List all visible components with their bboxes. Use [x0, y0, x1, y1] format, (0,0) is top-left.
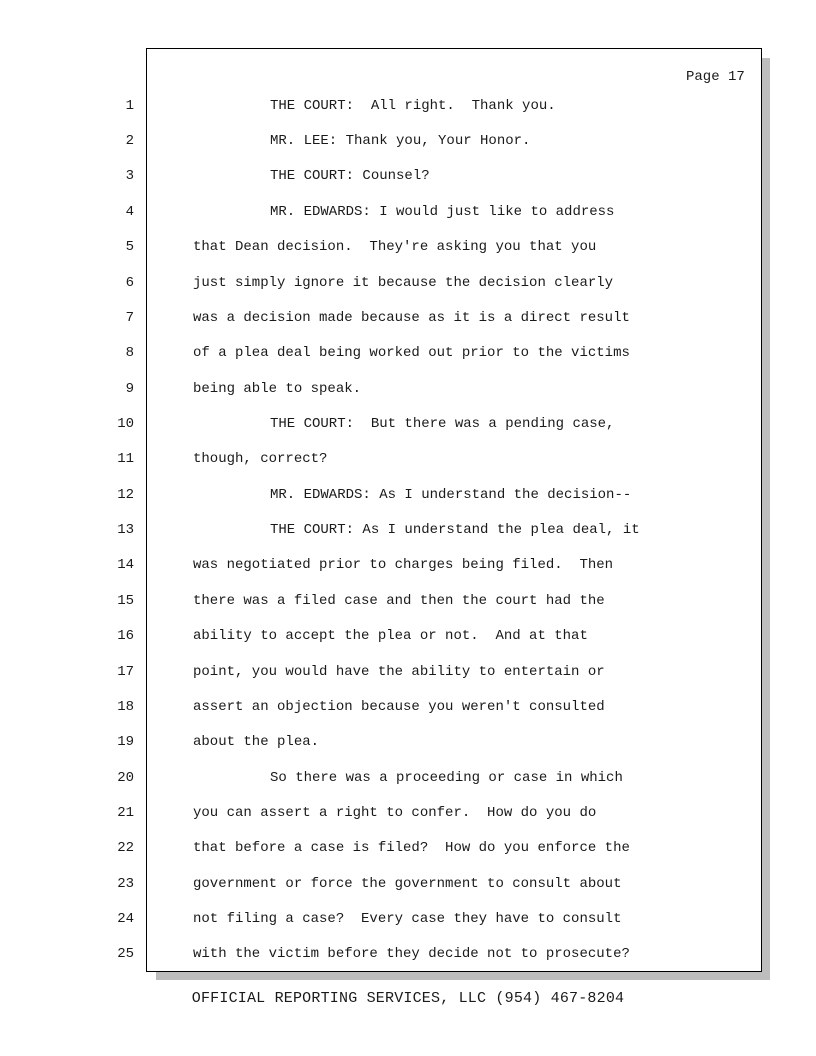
- transcript-line: you can assert a right to confer. How do you do: [193, 805, 597, 821]
- transcript-line: just simply ignore it because the decision clearly: [193, 275, 614, 291]
- transcript-line: was a decision made because as it is a direct result: [193, 310, 630, 326]
- transcript-line: not filing a case? Every case they have to consult: [193, 911, 622, 927]
- line-number: 9: [125, 381, 134, 397]
- line-number: 20: [117, 770, 134, 786]
- transcript-line: about the plea.: [193, 734, 320, 750]
- reporter-footer: OFFICIAL REPORTING SERVICES, LLC (954) 467-8204: [191, 990, 625, 1007]
- line-number: 22: [117, 840, 134, 856]
- transcript-line: So there was a proceeding or case in which: [270, 770, 623, 786]
- line-number: 12: [117, 487, 134, 503]
- transcript-line: MR. EDWARDS: As I understand the decision--: [270, 487, 632, 503]
- transcript-line: being able to speak.: [193, 381, 362, 397]
- line-number: 8: [125, 345, 134, 361]
- transcript-page-frame: [146, 48, 762, 972]
- line-number: 23: [117, 876, 134, 892]
- transcript-line: THE COURT: As I understand the plea deal, it: [270, 522, 640, 538]
- line-number: 14: [117, 557, 134, 573]
- line-number: 4: [125, 204, 134, 220]
- transcript-line: was negotiated prior to charges being filed. Then: [193, 557, 614, 573]
- transcript-line: MR. LEE: Thank you, Your Honor.: [270, 133, 531, 149]
- line-number: 11: [117, 451, 134, 467]
- transcript-line: though, correct?: [193, 451, 328, 467]
- transcript-line: THE COURT: All right. Thank you.: [270, 98, 556, 114]
- line-number: 19: [117, 734, 134, 750]
- page-number: Page 17: [686, 69, 745, 85]
- line-number: 10: [117, 416, 134, 432]
- line-number: 2: [125, 133, 134, 149]
- transcript-line: point, you would have the ability to entertain or: [193, 664, 605, 680]
- transcript-line: with the victim before they decide not to prosecute?: [193, 946, 630, 962]
- line-number: 15: [117, 593, 134, 609]
- line-number: 24: [117, 911, 134, 927]
- transcript-line: government or force the government to consult about: [193, 876, 622, 892]
- transcript-line: there was a filed case and then the court had the: [193, 593, 605, 609]
- transcript-line: THE COURT: Counsel?: [270, 168, 430, 184]
- line-number: 13: [117, 522, 134, 538]
- transcript-line: ability to accept the plea or not. And at that: [193, 628, 588, 644]
- transcript-line: that before a case is filed? How do you enforce the: [193, 840, 630, 856]
- line-number: 18: [117, 699, 134, 715]
- line-number: 6: [125, 275, 134, 291]
- line-number: 1: [125, 98, 134, 114]
- transcript-line: THE COURT: But there was a pending case,: [270, 416, 615, 432]
- line-number: 5: [125, 239, 134, 255]
- line-number: 25: [117, 946, 134, 962]
- line-number: 17: [117, 664, 134, 680]
- transcript-line: assert an objection because you weren't consulted: [193, 699, 605, 715]
- line-number: 21: [117, 805, 134, 821]
- transcript-line: MR. EDWARDS: I would just like to address: [270, 204, 615, 220]
- line-number: 7: [125, 310, 134, 326]
- transcript-line: of a plea deal being worked out prior to the victims: [193, 345, 630, 361]
- line-number: 16: [117, 628, 134, 644]
- line-number: 3: [125, 168, 134, 184]
- transcript-line: that Dean decision. They're asking you that you: [193, 239, 597, 255]
